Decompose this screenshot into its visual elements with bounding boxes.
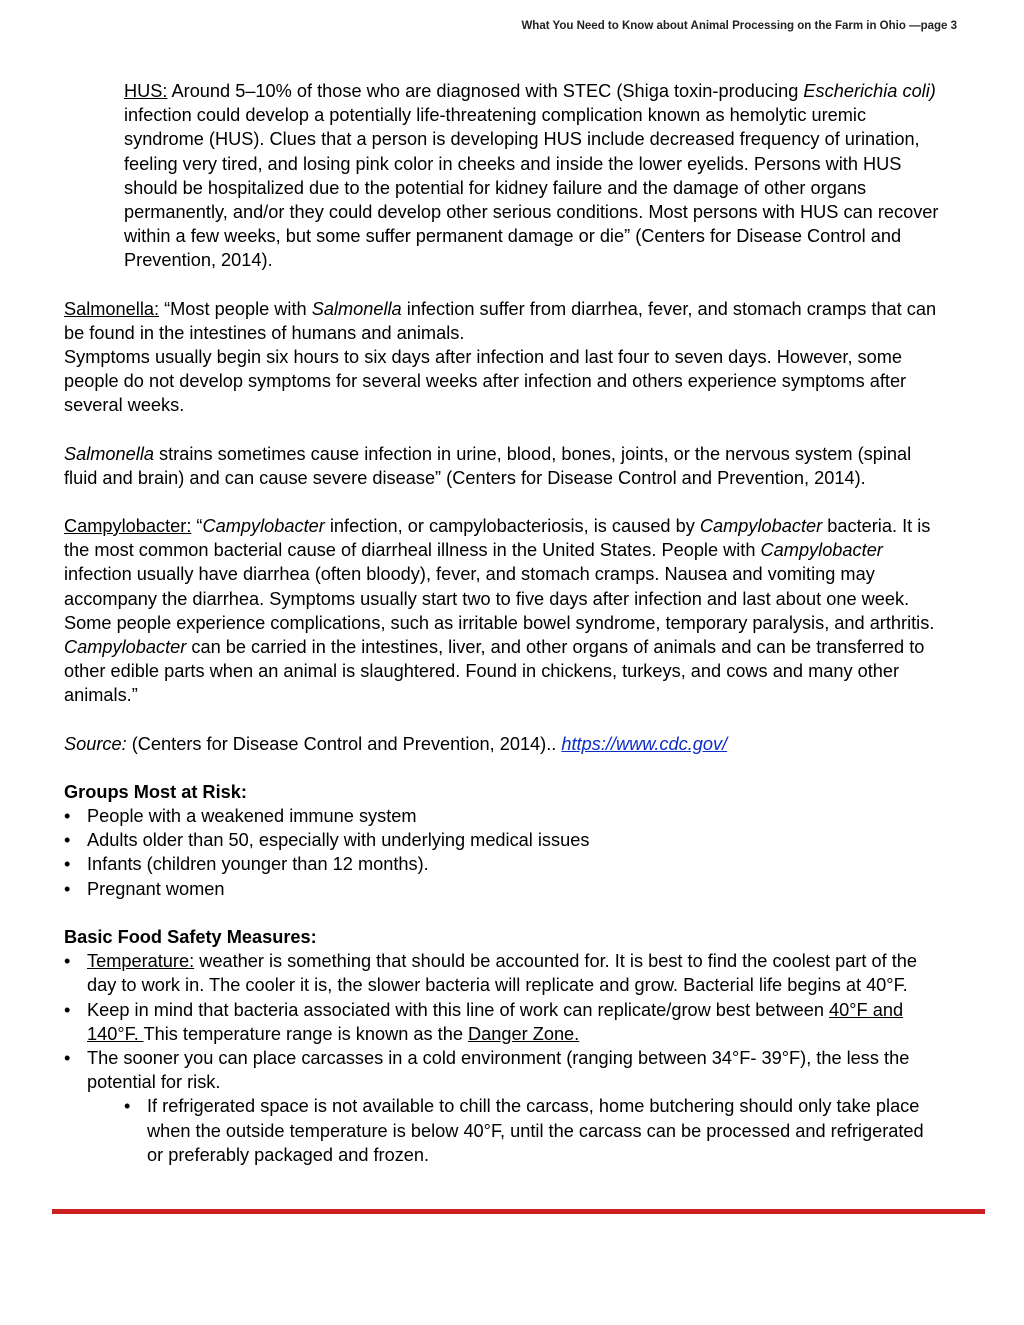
danger-zone: Danger Zone. bbox=[468, 1023, 580, 1044]
list-item: • If refrigerated space is not available to chill the carcass, home butchering should only take place when the outside temperature is below 40°F, until the carcass can be processed and refrigerated or preferably packaged and frozen. bbox=[64, 1094, 944, 1167]
salmonella-strains-paragraph bbox=[64, 442, 944, 490]
source-line bbox=[64, 732, 944, 756]
spacer bbox=[64, 418, 944, 442]
salmonella-text-1: “Most people with bbox=[159, 298, 312, 319]
hus-text-1: Around 5–10% of those who are diagnosed with STEC (Shiga toxin-producing bbox=[167, 81, 804, 101]
campy-text-1: “ bbox=[191, 516, 203, 537]
campy-italic-4: Campylobacter bbox=[64, 637, 187, 658]
hus-paragraph bbox=[64, 79, 944, 273]
salmonella-paragraph bbox=[64, 297, 944, 345]
risk-list bbox=[64, 804, 944, 901]
list-item: • People with a weakened immune system bbox=[64, 804, 944, 828]
campylobacter-label: Campylobacter: bbox=[64, 516, 192, 537]
source-text: (Centers for Disease Control and Prevention, 2014).. bbox=[126, 733, 562, 754]
temperature-text: weather is something that should be accounted for. It is best to find the coolest part of the day to work in. The cooler it is, the slower bacteria will replicate and grow. Bacterial life begins at 40°F. bbox=[87, 951, 918, 996]
temperature-range: 40°F and 140°F. bbox=[87, 999, 904, 1044]
spacer bbox=[64, 901, 944, 925]
campy-text-5: can be carried in the intestines, liver, and other organs of animals and can be transferred to other edible parts when an animal is slaughtered. Found in chickens, turkeys, and cows and many other animals.” bbox=[64, 637, 925, 706]
list-item bbox=[64, 1046, 944, 1094]
risk-heading: Groups Most at Risk: bbox=[64, 781, 247, 802]
campy-text-3: bacteria. It is the most common bacterial cause of diarrheal illness in the United States. People with bbox=[64, 516, 931, 561]
spacer bbox=[64, 708, 944, 732]
list-item: • Pregnant women bbox=[64, 877, 944, 901]
campy-italic-2: Campylobacter bbox=[699, 516, 823, 537]
cold-environment-text: The sooner you can place carcasses in a cold environment (ranging between 34°F- 39°F), the less the potential for risk. bbox=[87, 1047, 910, 1093]
salmonella-symptoms-paragraph: Symptoms usually begin six hours to six days after infection and last four to seven days. However, some people do not develop symptoms for several weeks after infection and others experience symptoms after several weeks. bbox=[64, 347, 907, 416]
temperature-label: Temperature: bbox=[87, 951, 195, 972]
list-item bbox=[64, 998, 944, 1046]
list-item bbox=[64, 949, 944, 997]
safety-list bbox=[64, 949, 944, 1094]
salmonella-text-2: infection suffer from diarrhea, fever, and stomach cramps that can be found in the intestines of humans and animals. bbox=[64, 298, 937, 343]
campylobacter-paragraph bbox=[64, 514, 944, 708]
campy-text-4: infection usually have diarrhea (often bloody), fever, and stomach cramps. Nausea and vomiting may accompany the diarrhea. Symptoms usually start two to five days after infection and last about one week. Some people experience complications, such as irritable bowel syndrome, temporary paralysis, and arthritis. bbox=[64, 564, 935, 633]
danger-text-1: Keep in mind that bacteria associated with this line of work can replicate/grow best between bbox=[87, 999, 830, 1020]
safety-heading: Basic Food Safety Measures: bbox=[64, 926, 317, 947]
danger-text-2: This temperature range is known as the bbox=[143, 1023, 469, 1044]
spacer bbox=[64, 756, 944, 780]
spacer bbox=[64, 273, 944, 297]
safety-sublist bbox=[64, 1094, 944, 1167]
salmonella-strains-italic: Salmonella bbox=[64, 443, 154, 464]
campy-italic-1: Campylobacter bbox=[202, 516, 325, 537]
spacer bbox=[64, 490, 944, 514]
document-body bbox=[64, 79, 944, 1167]
hus-italic: Escherichia coli) bbox=[803, 81, 936, 101]
cdc-link[interactable]: https://www.cdc.gov/ bbox=[561, 733, 728, 754]
salmonella-label: Salmonella: bbox=[64, 298, 160, 319]
campy-italic-3: Campylobacter bbox=[760, 540, 883, 561]
salmonella-italic: Salmonella bbox=[311, 298, 402, 319]
campy-text-2: infection, or campylobacteriosis, is caused by bbox=[324, 516, 700, 537]
footer-rule bbox=[52, 1209, 985, 1214]
salmonella-strains-text: strains sometimes cause infection in urine, blood, bones, joints, or the nervous system (spinal fluid and brain) and can cause severe disease” (Centers for Disease Control and Prevention, 2014). bbox=[64, 443, 912, 488]
page-header: What You Need to Know about Animal Processing on the Farm in Ohio —page 3 bbox=[521, 20, 957, 32]
hus-label: HUS: bbox=[124, 81, 168, 101]
list-item: • Infants (children younger than 12 months). bbox=[64, 852, 944, 876]
hus-text-2: infection could develop a potentially life-threatening complication known as hemolytic uremic syndrome (HUS). Clues that a person is developing HUS include decreased frequency of urination, feeling very tired, and losing pink color in cheeks and inside the lower eyelids. Persons with HUS should be hospitalized due to the potential for kidney failure and the damage of other organs permanently, and/or they could develop other serious conditions. Most persons with HUS can recover within a few weeks, but some suffer permanent damage or die” (Centers for Disease Control and Prevention, 2014). bbox=[124, 105, 939, 271]
source-label: Source: bbox=[64, 733, 127, 754]
list-item: • Adults older than 50, especially with underlying medical issues bbox=[64, 828, 944, 852]
